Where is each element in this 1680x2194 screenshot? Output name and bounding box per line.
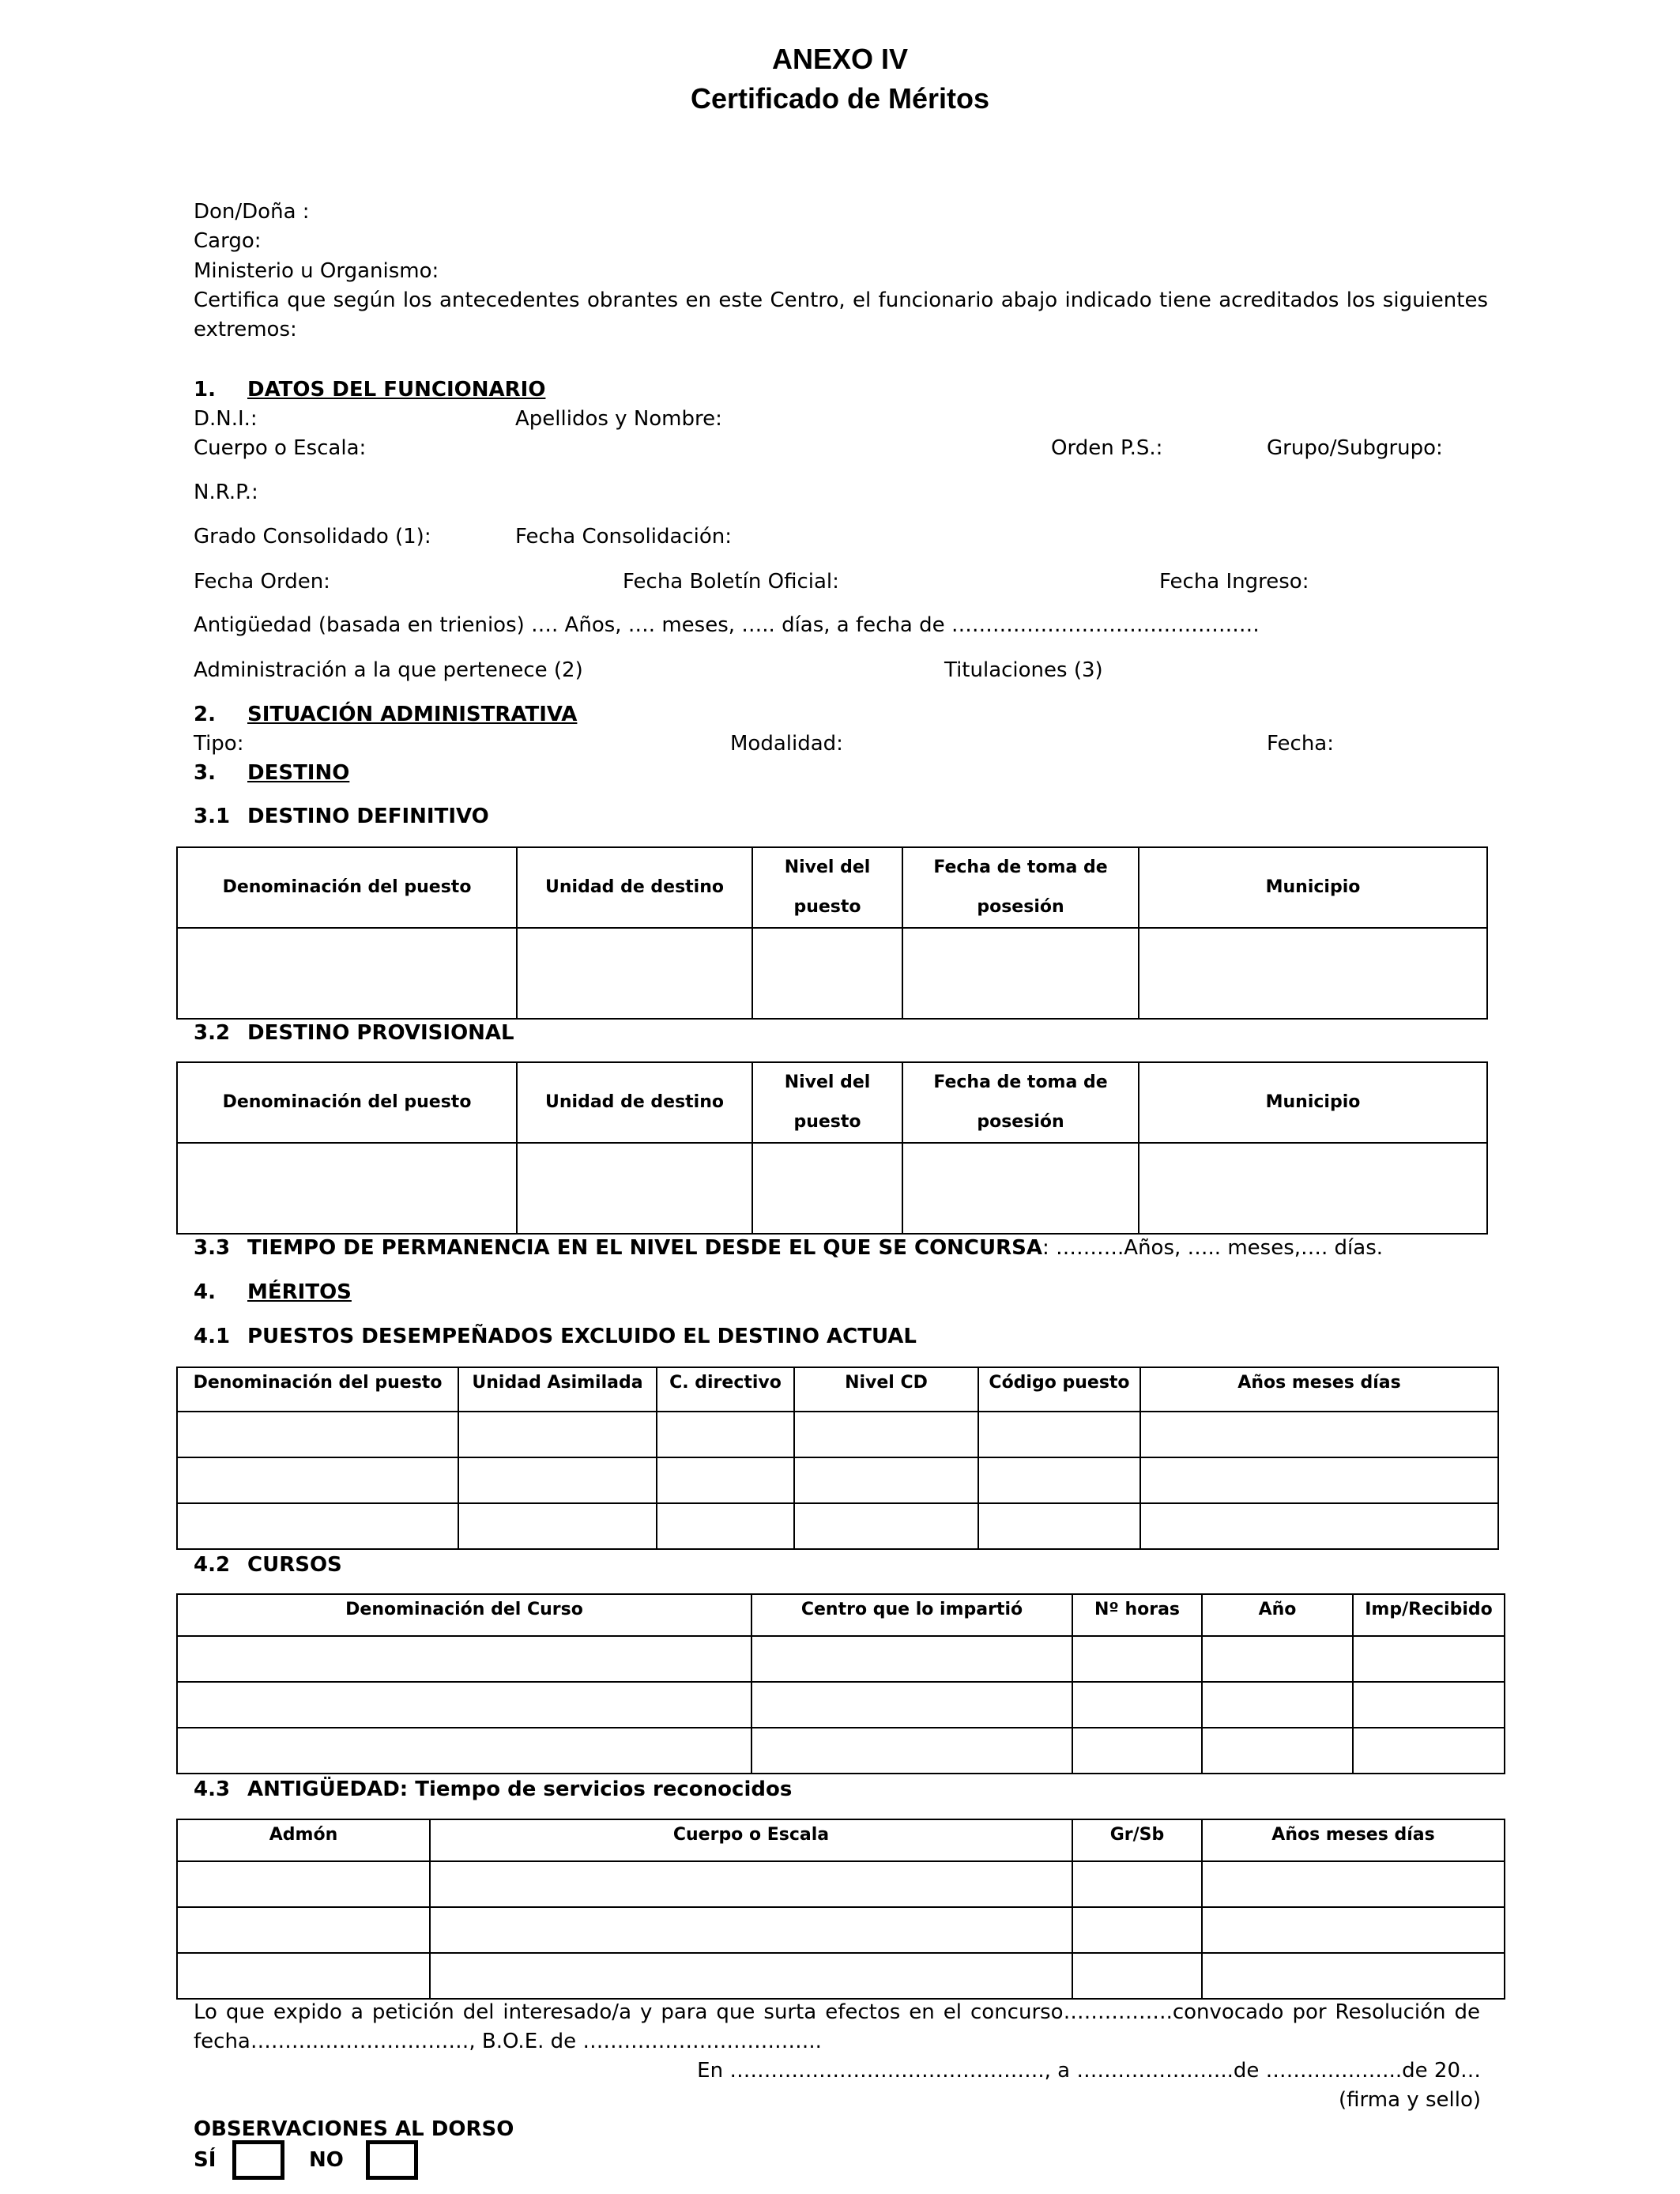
col-header: Imp/Recibido bbox=[1353, 1594, 1505, 1636]
table-cell[interactable] bbox=[458, 1457, 657, 1503]
administracion-label: Administración a la que pertenece (2) bbox=[194, 658, 583, 682]
table-cell[interactable] bbox=[177, 1861, 430, 1907]
table-cell[interactable] bbox=[177, 1682, 751, 1728]
table-cell[interactable] bbox=[751, 1636, 1072, 1682]
table-cell[interactable] bbox=[458, 1412, 657, 1457]
fecha-label: Fecha: bbox=[1267, 732, 1334, 756]
section-1-title: DATOS DEL FUNCIONARIO bbox=[247, 378, 546, 401]
col-header: Cuerpo o Escala bbox=[430, 1819, 1072, 1861]
table-cell[interactable] bbox=[430, 1953, 1072, 1999]
lugar-fecha-line: En ………………………………………., a …………………..de ………………..de 20… bbox=[697, 2059, 1481, 2083]
table-cell[interactable] bbox=[978, 1503, 1140, 1549]
grupo-subgrupo-label: Grupo/Subgrupo: bbox=[1267, 436, 1443, 460]
col-header: Admón bbox=[177, 1819, 430, 1861]
table-cell[interactable] bbox=[430, 1907, 1072, 1953]
section-1-number: 1. bbox=[194, 378, 216, 401]
table-cell[interactable] bbox=[517, 1143, 752, 1234]
table-cell[interactable] bbox=[1202, 1907, 1505, 1953]
ministerio-label: Ministerio u Organismo: bbox=[194, 259, 439, 283]
tipo-label: Tipo: bbox=[194, 732, 244, 756]
table-cell[interactable] bbox=[1353, 1636, 1505, 1682]
section-4-title: MÉRITOS bbox=[247, 1280, 352, 1304]
table-cell[interactable] bbox=[177, 1907, 430, 1953]
table-cell[interactable] bbox=[1353, 1728, 1505, 1774]
antiguedad-label: Antigüedad (basada en trienios) …. Años, …. meses, ….. días, a fecha de ……………………………………… bbox=[194, 613, 1260, 637]
col-header: Centro que lo impartió bbox=[751, 1594, 1072, 1636]
dni-label: D.N.I.: bbox=[194, 407, 258, 431]
col-header: Municipio bbox=[1139, 1062, 1487, 1143]
table-cell[interactable] bbox=[1072, 1861, 1202, 1907]
observaciones-label: OBSERVACIONES AL DORSO bbox=[194, 2117, 514, 2141]
expedicion-text: Lo que expido a petición del interesado/a y para que surta efectos en el concurso…………….convocado por Resolución de bbox=[194, 2000, 1480, 2024]
table-cell[interactable] bbox=[1140, 1503, 1498, 1549]
col-header: Denominación del Curso bbox=[177, 1594, 751, 1636]
col-header: Años meses días bbox=[1202, 1819, 1505, 1861]
col-header: Gr/Sb bbox=[1072, 1819, 1202, 1861]
si-label: SÍ bbox=[194, 2148, 217, 2172]
col-header: Fecha de toma de posesión bbox=[902, 847, 1139, 928]
document-title: ANEXO IV bbox=[771, 43, 909, 75]
section-3-3-value: : ……….Años, ….. meses,…. días. bbox=[1042, 1236, 1384, 1260]
col-header: Código puesto bbox=[978, 1367, 1140, 1412]
table-cell[interactable] bbox=[517, 928, 752, 1019]
table-cell[interactable] bbox=[657, 1457, 794, 1503]
don-dona-label: Don/Doña : bbox=[194, 200, 310, 224]
fecha-boletin-label: Fecha Boletín Oficial: bbox=[623, 570, 839, 594]
table-cell[interactable] bbox=[657, 1503, 794, 1549]
cargo-label: Cargo: bbox=[194, 229, 262, 253]
table-cell[interactable] bbox=[1072, 1636, 1202, 1682]
document-subtitle: Certificado de Méritos bbox=[690, 82, 990, 115]
section-3-1-title: DESTINO DEFINITIVO bbox=[247, 805, 489, 828]
col-header: Fecha de toma de posesión bbox=[902, 1062, 1139, 1143]
table-cell[interactable] bbox=[1072, 1728, 1202, 1774]
col-header: Nº horas bbox=[1072, 1594, 1202, 1636]
section-3-2-title: DESTINO PROVISIONAL bbox=[247, 1021, 514, 1045]
col-header: Denominación del puesto bbox=[177, 1062, 517, 1143]
table-cell[interactable] bbox=[458, 1503, 657, 1549]
orden-ps-label: Orden P.S.: bbox=[1051, 436, 1163, 460]
section-4-3-title: ANTIGÜEDAD: Tiempo de servicios reconocidos bbox=[247, 1777, 793, 1801]
section-3-3-title: TIEMPO DE PERMANENCIA EN EL NIVEL DESDE EL QUE SE CONCURSA bbox=[247, 1236, 1042, 1260]
col-header: Denominación del puesto bbox=[177, 1367, 458, 1412]
no-label: NO bbox=[309, 2148, 344, 2172]
section-2-title: SITUACIÓN ADMINISTRATIVA bbox=[247, 703, 578, 726]
table-cell[interactable] bbox=[1202, 1636, 1353, 1682]
table-cell[interactable] bbox=[794, 1412, 978, 1457]
nrp-label: N.R.P.: bbox=[194, 481, 258, 504]
certifica-text: Certifica que según los antecedentes obrantes en este Centro, el funcionario abajo indicado tiene acreditados los siguientes bbox=[194, 288, 1488, 312]
table-cell[interactable] bbox=[1202, 1953, 1505, 1999]
col-header: Nivel CD bbox=[794, 1367, 978, 1412]
table-cell[interactable] bbox=[751, 1728, 1072, 1774]
table-cell[interactable] bbox=[177, 1636, 751, 1682]
table-cell[interactable] bbox=[177, 1728, 751, 1774]
section-4-1-number: 4.1 bbox=[194, 1325, 231, 1348]
table-cell[interactable] bbox=[1139, 928, 1487, 1019]
table-cell[interactable] bbox=[1202, 1728, 1353, 1774]
table-cell[interactable] bbox=[1353, 1682, 1505, 1728]
table-cell[interactable] bbox=[1139, 1143, 1487, 1234]
table-cell[interactable] bbox=[177, 1953, 430, 1999]
table-cell[interactable] bbox=[752, 1143, 902, 1234]
section-4-1-title: PUESTOS DESEMPEÑADOS EXCLUIDO EL DESTINO ACTUAL bbox=[247, 1325, 917, 1348]
cuerpo-escala-label: Cuerpo o Escala: bbox=[194, 436, 367, 460]
destino-provisional-table bbox=[176, 1061, 1488, 1235]
modalidad-label: Modalidad: bbox=[730, 732, 843, 756]
table-cell[interactable] bbox=[177, 1457, 458, 1503]
table-cell[interactable] bbox=[657, 1412, 794, 1457]
table-cell[interactable] bbox=[902, 928, 1139, 1019]
table-cell[interactable] bbox=[1072, 1953, 1202, 1999]
antiguedad-table bbox=[176, 1819, 1505, 2000]
col-header: C. directivo bbox=[657, 1367, 794, 1412]
section-3-2-number: 3.2 bbox=[194, 1021, 231, 1045]
table-cell[interactable] bbox=[430, 1861, 1072, 1907]
titulaciones-label: Titulaciones (3) bbox=[944, 658, 1103, 682]
table-cell[interactable] bbox=[177, 928, 517, 1019]
table-cell[interactable] bbox=[794, 1457, 978, 1503]
col-header: Unidad de destino bbox=[517, 1062, 752, 1143]
si-checkbox[interactable] bbox=[232, 2140, 284, 2180]
expedicion-text-cont: fecha………..…………………, B.O.E. de …………………………….. bbox=[194, 2030, 822, 2053]
table-cell[interactable] bbox=[1140, 1457, 1498, 1503]
table-cell[interactable] bbox=[1072, 1907, 1202, 1953]
fecha-orden-label: Fecha Orden: bbox=[194, 570, 330, 594]
table-cell[interactable] bbox=[1072, 1682, 1202, 1728]
col-header: Año bbox=[1202, 1594, 1353, 1636]
col-header: Unidad Asimilada bbox=[458, 1367, 657, 1412]
section-3-number: 3. bbox=[194, 761, 216, 785]
table-cell[interactable] bbox=[1202, 1861, 1505, 1907]
col-header: Nivel del puesto bbox=[752, 1062, 902, 1143]
section-4-2-number: 4.2 bbox=[194, 1553, 231, 1577]
no-checkbox[interactable] bbox=[366, 2140, 418, 2180]
cursos-table bbox=[176, 1593, 1505, 1774]
table-cell[interactable] bbox=[177, 1143, 517, 1234]
apellidos-label: Apellidos y Nombre: bbox=[515, 407, 722, 431]
section-3-3-line bbox=[247, 1235, 1383, 1261]
grado-consolidado-label: Grado Consolidado (1): bbox=[194, 525, 431, 548]
table-cell[interactable] bbox=[978, 1457, 1140, 1503]
firma-sello-label: (firma y sello) bbox=[1339, 2088, 1481, 2112]
table-cell[interactable] bbox=[177, 1503, 458, 1549]
table-cell[interactable] bbox=[177, 1412, 458, 1457]
table-cell[interactable] bbox=[902, 1143, 1139, 1234]
col-header: Años meses días bbox=[1140, 1367, 1498, 1412]
table-cell[interactable] bbox=[752, 928, 902, 1019]
puestos-desempenados-table bbox=[176, 1367, 1499, 1550]
fecha-ingreso-label: Fecha Ingreso: bbox=[1159, 570, 1309, 594]
col-header: Nivel del puesto bbox=[752, 847, 902, 928]
table-cell[interactable] bbox=[978, 1412, 1140, 1457]
certifica-text-cont: extremos: bbox=[194, 318, 297, 341]
destino-definitivo-table bbox=[176, 846, 1488, 1020]
col-header: Unidad de destino bbox=[517, 847, 752, 928]
col-header: Denominación del puesto bbox=[177, 847, 517, 928]
section-4-2-title: CURSOS bbox=[247, 1553, 342, 1577]
section-3-1-number: 3.1 bbox=[194, 805, 231, 828]
fecha-consolidacion-label: Fecha Consolidación: bbox=[515, 525, 733, 548]
table-cell[interactable] bbox=[794, 1503, 978, 1549]
col-header: Municipio bbox=[1139, 847, 1487, 928]
table-cell[interactable] bbox=[751, 1682, 1072, 1728]
section-4-3-number: 4.3 bbox=[194, 1777, 231, 1801]
section-2-number: 2. bbox=[194, 703, 216, 726]
section-3-3-number: 3.3 bbox=[194, 1236, 231, 1260]
section-3-title: DESTINO bbox=[247, 761, 350, 785]
section-4-number: 4. bbox=[194, 1280, 216, 1304]
table-cell[interactable] bbox=[1140, 1412, 1498, 1457]
table-cell[interactable] bbox=[1202, 1682, 1353, 1728]
